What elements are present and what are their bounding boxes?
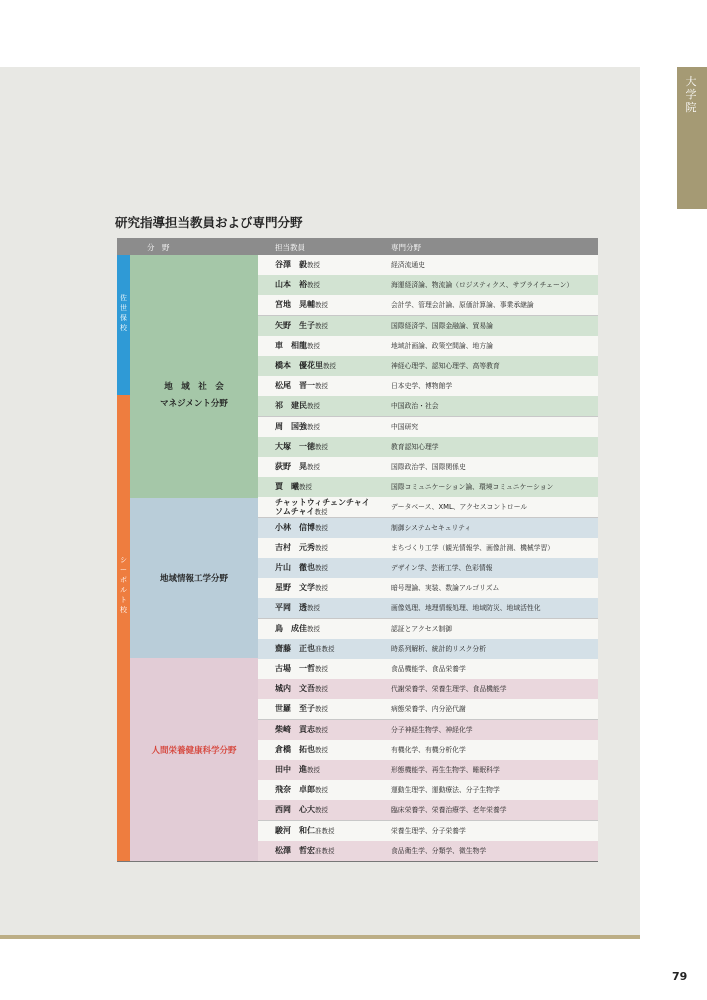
teacher-name: 西岡 心大 [275, 805, 315, 815]
teacher-cell [258, 821, 376, 841]
panel-bottom-rule [0, 935, 640, 939]
table-row [258, 376, 598, 397]
specialty-cell: 病態栄養学、内分泌代謝 [391, 705, 466, 714]
table-row [258, 558, 598, 579]
specialty-cell: 海運経済論、物流論（ロジスティクス、サプライチェーン） [391, 281, 574, 290]
field-label-line: 地 域 社 会 [164, 382, 224, 392]
specialty-cell: 地域計画論、政策空間論、地方論 [391, 341, 493, 350]
specialty-cell: 制御システムセキュリティ [391, 523, 472, 532]
teacher-name: 城内 文吾 [275, 684, 315, 694]
teacher-name: 車 相龍 [275, 340, 307, 350]
teacher-name: 荻野 晃 [275, 462, 307, 471]
specialty-cell: 画像処理、地理情報処理、地域防災、地域活性化 [391, 604, 541, 613]
teacher-cell [258, 255, 376, 275]
table-row [258, 336, 598, 357]
teacher-rank: 教授 [299, 483, 312, 492]
specialty-cell: 日本史学、博物館学 [391, 382, 453, 391]
faculty-table [117, 238, 598, 862]
specialty-cell: まちづくり工学（観光情報学、画像計測、機械学習） [391, 543, 555, 552]
teacher-rank: 教授 [315, 705, 328, 714]
teacher-rank: 教授 [315, 584, 328, 593]
page-title: 研究指導担当教員および専門分野 [115, 215, 303, 230]
teacher-rank: 教授 [315, 301, 328, 310]
teacher-cell [258, 800, 376, 820]
teacher-cell [258, 295, 376, 315]
teacher-name: 飛奈 卓郎 [275, 785, 315, 795]
teacher-name: 祁 建民 [275, 401, 307, 411]
teacher-cell [258, 356, 376, 376]
teacher-cell [258, 558, 376, 578]
teacher-cell [258, 720, 376, 740]
specialty-cell: 運動生理学、運動療法、分子生物学 [391, 786, 500, 795]
teacher-rank: 准教授 [315, 846, 335, 855]
teacher-rank: 教授 [315, 685, 328, 694]
table-row [258, 275, 598, 296]
campus-label: シーボルト校 [120, 556, 127, 614]
specialty-cell: 経済流通史 [391, 261, 425, 269]
table-row [258, 518, 598, 539]
teacher-name: 松尾 晋一 [275, 381, 315, 391]
teacher-cell [258, 518, 376, 538]
specialty-cell: 食品機能学、食品栄養学 [391, 665, 466, 673]
table-row [258, 619, 598, 640]
teacher-rank: 教授 [315, 725, 328, 734]
teacher-name: 倉橋 拓也 [275, 744, 315, 754]
table-row [258, 720, 598, 741]
teacher-rank: 教授 [315, 564, 328, 572]
teacher-rank: 教授 [307, 281, 320, 290]
table-row [258, 497, 598, 518]
teacher-rank: 教授 [307, 261, 320, 269]
teacher-cell [258, 437, 376, 457]
table-header [117, 238, 598, 255]
teacher-cell [258, 477, 376, 497]
specialty-cell: 暗号理論、実装、数論アルゴリズム [391, 584, 500, 593]
teacher-cell [258, 659, 376, 679]
header-specialty: 専門分野 [391, 243, 421, 252]
specialty-cell: 中国政治・社会 [391, 402, 439, 411]
teacher-name: 齋藤 正也 [275, 643, 315, 653]
table-row [258, 679, 598, 700]
table-row [258, 841, 598, 862]
teacher-cell [258, 396, 376, 416]
teacher-rank: 教授 [315, 523, 328, 532]
teacher-cell [258, 275, 376, 295]
specialty-cell: 教育認知心理学 [391, 442, 439, 451]
table-row [258, 760, 598, 781]
teacher-name: 世羅 至子 [275, 704, 315, 714]
specialty-cell: 分子神経生物学、神経化学 [391, 725, 473, 734]
section-tab-label: 大学院 [685, 75, 697, 114]
teacher-rank: 教授 [315, 806, 328, 815]
teacher-name: 古場 一哲 [275, 664, 315, 673]
teacher-cell [258, 639, 376, 659]
teacher-name: 星野 文学 [275, 583, 315, 593]
teacher-cell [258, 699, 376, 719]
specialty-cell: 神経心理学、認知心理学、高等教育 [391, 362, 500, 370]
page-number: 79 [672, 970, 688, 983]
table-row [258, 598, 598, 619]
specialty-cell: 有機化学、有機分析化学 [391, 745, 466, 754]
table-row [258, 437, 598, 458]
teacher-rank: 教授 [307, 422, 320, 431]
campus-label: 佐世保校 [120, 294, 127, 332]
header-teacher: 担当教員 [275, 243, 305, 252]
table-row [258, 477, 598, 498]
table-row [258, 699, 598, 720]
field-label-line: 人間栄養健康科学分野 [151, 746, 237, 756]
teacher-rank: 教授 [315, 442, 328, 451]
specialty-cell: 臨床栄養学、栄養治療学、老年栄養学 [391, 806, 507, 815]
teacher-cell [258, 619, 376, 639]
header-field: 分 野 [147, 243, 170, 252]
teacher-cell [258, 760, 376, 780]
teacher-cell [258, 598, 376, 618]
table-row [258, 417, 598, 438]
teacher-cell [258, 336, 376, 356]
campus-sasebo [117, 255, 130, 395]
teacher-rank: 教授 [307, 341, 320, 350]
teacher-rank: 教授 [307, 402, 320, 411]
table-row [258, 538, 598, 559]
table-row [258, 821, 598, 842]
teacher-name: 矢野 生子 [275, 320, 315, 330]
teacher-cell [258, 457, 376, 477]
teacher-name: 田中 進 [275, 765, 307, 774]
table-row [258, 659, 598, 680]
teacher-name: 松澤 哲宏 [275, 845, 315, 855]
teacher-rank: 教授 [314, 508, 328, 517]
specialty-cell: 会計学、管理会計論、原価計算論、事業承継論 [391, 301, 534, 310]
table-row [258, 639, 598, 660]
table-row [258, 578, 598, 599]
teacher-cell [258, 841, 376, 861]
teacher-name: 平岡 透 [275, 603, 307, 613]
teacher-name: 山本 裕 [275, 280, 307, 290]
specialty-cell: 国際政治学、国際関係史 [391, 463, 466, 471]
table-row [258, 457, 598, 478]
teacher-cell [258, 538, 376, 558]
teacher-name: 賈 曦 [275, 482, 299, 492]
specialty-cell: 食品衛生学、分類学、微生物学 [391, 846, 487, 855]
teacher-name: 橋本 優花里 [275, 361, 323, 370]
teacher-cell [258, 578, 376, 598]
table-row [258, 255, 598, 276]
teacher-name: チャットウィチェンチャイ [275, 498, 370, 508]
teacher-name: 周 国強 [275, 421, 307, 431]
table-row [258, 316, 598, 337]
table-row [258, 295, 598, 316]
table-row [258, 396, 598, 417]
teacher-rank: 教授 [315, 745, 328, 754]
specialty-cell: 認証とアクセス制御 [391, 624, 452, 633]
teacher-rank: 教授 [315, 665, 328, 673]
specialty-cell: 形態機能学、再生生物学、睡眠科学 [391, 766, 500, 774]
specialty-cell: 栄養生理学、分子栄養学 [391, 826, 466, 835]
teacher-cell [258, 316, 376, 336]
field-nutrition-health [130, 658, 258, 862]
teacher-name: ソムチャイ [275, 507, 315, 517]
teacher-name: 鳥 成佳 [275, 623, 307, 633]
teacher-cell [258, 740, 376, 760]
table-row [258, 800, 598, 821]
teacher-rank: 准教授 [315, 826, 335, 835]
teacher-cell [258, 376, 376, 396]
section-tab[interactable] [677, 67, 707, 209]
field-label-line: 地域情報工学分野 [159, 574, 228, 584]
teacher-name: 柴崎 貢志 [275, 724, 315, 734]
specialty-cell: 国際コミュニケーション論、環境コミュニケーション [391, 483, 554, 492]
teacher-name: 小林 信博 [275, 522, 315, 532]
teacher-cell [258, 780, 376, 800]
specialty-cell: 国際経済学、国際金融論、貿易論 [391, 321, 493, 330]
field-label-line: マネジメント分野 [160, 399, 228, 409]
field-information-engineering [130, 498, 258, 658]
teacher-name: 宮地 晃輔 [275, 300, 315, 310]
table-row [258, 740, 598, 761]
teacher-name: 駿河 和仁 [275, 825, 315, 835]
specialty-cell: 代謝栄養学、栄養生理学、食品機能学 [391, 685, 507, 694]
teacher-rank: 教授 [307, 766, 320, 774]
teacher-rank: 教授 [307, 463, 320, 471]
teacher-rank: 教授 [315, 543, 328, 552]
teacher-rank: 教授 [315, 382, 328, 391]
specialty-cell: デザイン学、芸術工学、色彩情報 [391, 564, 493, 572]
table-row [258, 780, 598, 801]
teacher-rank: 准教授 [315, 644, 335, 653]
table-row [258, 356, 598, 377]
teacher-rank: 教授 [307, 604, 320, 613]
teacher-cell [258, 417, 376, 437]
table-bottom-rule [117, 861, 598, 862]
teacher-name: 谷澤 毅 [275, 260, 307, 269]
teacher-cell [258, 679, 376, 699]
teacher-name: 吉村 元秀 [275, 542, 315, 552]
teacher-rank: 教授 [315, 786, 328, 795]
teacher-name: 片山 徹也 [275, 563, 315, 572]
campus-siebold [117, 395, 130, 862]
teacher-rank: 教授 [315, 321, 328, 330]
specialty-cell: 中国研究 [391, 422, 419, 431]
teacher-rank: 教授 [323, 362, 336, 370]
specialty-cell: 時系列解析、統計的リスク分析 [391, 644, 487, 653]
teacher-rank: 教授 [307, 624, 320, 633]
specialty-cell: データベース、XML、アクセスコントロール [391, 503, 528, 512]
teacher-cell [258, 497, 376, 518]
teacher-name: 大塚 一徳 [275, 441, 315, 451]
field-regional-management [130, 255, 258, 498]
